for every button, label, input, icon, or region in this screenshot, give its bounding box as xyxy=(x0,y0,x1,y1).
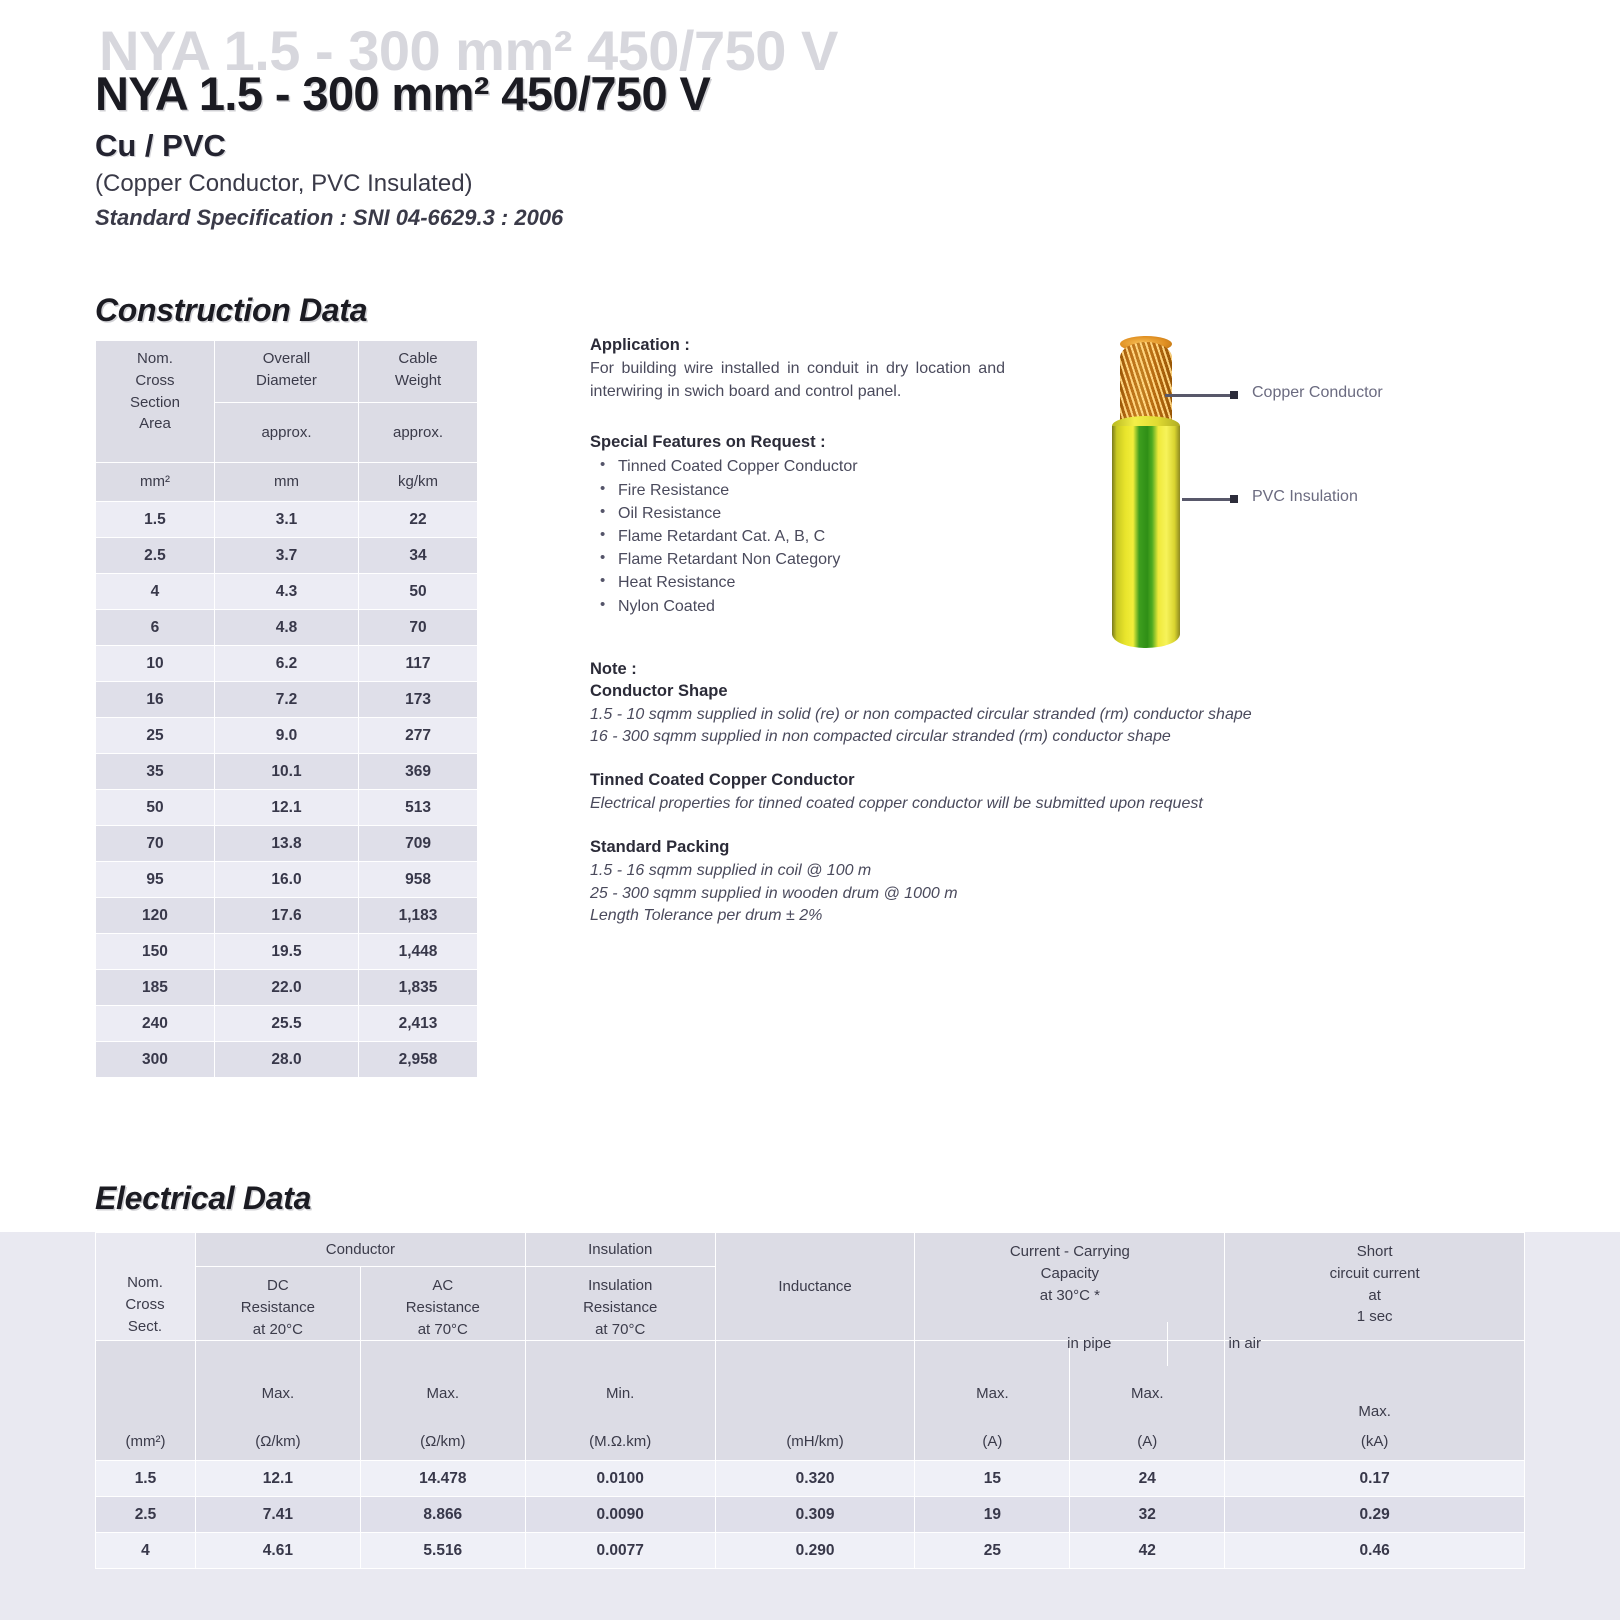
table-row xyxy=(96,934,478,970)
table-cell: 9.0 xyxy=(214,718,358,754)
packing-line-1: 1.5 - 16 sqmm supplied in coil @ 100 m xyxy=(590,861,872,879)
table-cell: 42 xyxy=(1070,1533,1225,1569)
table-cell: 0.29 xyxy=(1225,1497,1525,1533)
table-cell: 173 xyxy=(359,682,478,718)
table-row xyxy=(96,1461,1525,1497)
note-title: Note : xyxy=(590,659,637,678)
header-group-insulation: Insulation xyxy=(525,1233,715,1267)
table-cell: 24 xyxy=(1070,1461,1225,1497)
list-item: • Heat Resistance xyxy=(590,571,1310,594)
table-cell: 50 xyxy=(96,790,215,826)
table-row xyxy=(96,862,478,898)
standard-packing-block xyxy=(590,838,1310,928)
header-nom-cross-sect: DC Resistance at 20°C xyxy=(195,1267,360,1341)
table-cell: 0.0077 xyxy=(525,1533,715,1569)
section-heading-construction: Construction Data xyxy=(95,292,368,328)
header-group-current-carrying-capacity: Current - Carrying Capacity at 30°C * xyxy=(915,1233,1225,1341)
table-cell: 7.2 xyxy=(214,682,358,718)
table-cell: 1,448 xyxy=(359,934,478,970)
header-unit-short-circuit: Max. (kA) xyxy=(1225,1341,1525,1461)
table-row xyxy=(96,898,478,934)
table-cell: 25 xyxy=(96,718,215,754)
packing-line-2: 25 - 300 sqmm supplied in wooden drum @ 1000 m xyxy=(590,884,958,902)
pvc-insulation-body-icon xyxy=(1112,426,1180,648)
ghost-title-watermark: NYA 1.5 - 300 mm² 450/750 V xyxy=(99,19,838,82)
table-cell: 3.7 xyxy=(214,538,358,574)
table-row xyxy=(96,826,478,862)
table-cell: 240 xyxy=(96,1006,215,1042)
table-cell: 70 xyxy=(96,826,215,862)
table-cell: 70 xyxy=(359,610,478,646)
tinned-conductor-title: Tinned Coated Copper Conductor xyxy=(590,771,855,790)
table-cell: 2.5 xyxy=(96,538,215,574)
table-cell: 4 xyxy=(96,574,215,610)
table-cell: 3.1 xyxy=(214,502,358,538)
table-cell: 15 xyxy=(915,1461,1070,1497)
table-cell: 4.61 xyxy=(195,1533,360,1569)
header-in-air: in air xyxy=(1228,1335,1261,1352)
header-unit-nom: (mm²) xyxy=(96,1341,196,1461)
application-title: Application : xyxy=(590,336,690,354)
conductor-shape-line-2: 16 - 300 sqmm supplied in non compacted circular stranded (rm) conductor shape xyxy=(590,728,1171,746)
header-unit-dc-resistance: Max. (Ω/km) xyxy=(195,1341,360,1461)
table-cell: 16.0 xyxy=(214,862,358,898)
table-cell: 0.0100 xyxy=(525,1461,715,1497)
header-unit-current-in-pipe: Max. (A) xyxy=(915,1341,1070,1461)
construction-header-units-row xyxy=(96,463,478,502)
header-unit-inductance: (mH/km) xyxy=(715,1341,915,1461)
header-insulation-resistance: Insulation Resistance at 70°C xyxy=(525,1267,715,1341)
table-row xyxy=(96,1497,1525,1533)
table-cell: 369 xyxy=(359,754,478,790)
application-body: For building wire installed in conduit in dry location and interwiring in swich board and control panel. xyxy=(590,360,1005,400)
table-cell: 0.17 xyxy=(1225,1461,1525,1497)
table-cell: 35 xyxy=(96,754,215,790)
tinned-conductor-body: Electrical properties for tinned coated copper conductor will be submitted upon request xyxy=(590,795,1203,813)
table-cell: 12.1 xyxy=(214,790,358,826)
table-cell: 1,183 xyxy=(359,898,478,934)
table-cell: 32 xyxy=(1070,1497,1225,1533)
table-cell: 2,413 xyxy=(359,1006,478,1042)
construction-header-row-1 xyxy=(96,341,478,403)
leader-dot-conductor xyxy=(1230,391,1238,399)
table-cell: 277 xyxy=(359,718,478,754)
table-cell: 4.8 xyxy=(214,610,358,646)
table-cell: 34 xyxy=(359,538,478,574)
current-capacity-sublabels xyxy=(1012,1322,1322,1366)
table-row xyxy=(96,646,478,682)
header-unit-kgkm: kg/km xyxy=(359,463,478,502)
construction-table-body xyxy=(96,502,478,1078)
table-cell: 7.41 xyxy=(195,1497,360,1533)
cable-cross-section-diagram xyxy=(1060,330,1460,670)
table-cell: 513 xyxy=(359,790,478,826)
table-cell: 17.6 xyxy=(214,898,358,934)
table-cell: 1.5 xyxy=(96,502,215,538)
spacer xyxy=(590,749,1310,771)
table-row xyxy=(96,574,478,610)
leader-line-conductor xyxy=(1165,394,1235,397)
header-unit-insulation-resistance: Min. (M.Ω.km) xyxy=(525,1341,715,1461)
table-cell: 2,958 xyxy=(359,1042,478,1078)
table-cell: 28.0 xyxy=(214,1042,358,1078)
standard-specification: Standard Specification : SNI 04-6629.3 : 2006 xyxy=(95,205,564,230)
table-cell: 0.46 xyxy=(1225,1533,1525,1569)
table-cell: 0.290 xyxy=(715,1533,915,1569)
conductor-shape-line-1: 1.5 - 10 sqmm supplied in solid (re) or non compacted circular stranded (rm) conductor shape xyxy=(590,705,1252,723)
header-unit-current-in-air: Max. (A) xyxy=(1070,1341,1225,1461)
section-heading-electrical: Electrical Data xyxy=(95,1180,312,1216)
header-cable-weight: Cable Weight xyxy=(359,341,478,403)
electrical-data-table xyxy=(95,1232,1525,1569)
table-row xyxy=(96,970,478,1006)
table-cell: 120 xyxy=(96,898,215,934)
header-group-short-circuit-current: Short circuit current at 1 sec xyxy=(1225,1233,1525,1341)
table-cell: 13.8 xyxy=(214,826,358,862)
table-cell: 1.5 xyxy=(96,1461,196,1497)
label-copper-conductor: Copper Conductor xyxy=(1252,384,1383,401)
list-item: • Flame Retardant Non Category xyxy=(590,548,1310,571)
header-overall-diameter: Overall Diameter xyxy=(214,341,358,403)
label-pvc-insulation: PVC Insulation xyxy=(1252,488,1358,505)
table-cell: 19.5 xyxy=(214,934,358,970)
standard-packing-title: Standard Packing xyxy=(590,837,730,856)
header-nom-cross-section-area: Nom. Cross Section Area xyxy=(96,341,215,463)
table-cell: 0.309 xyxy=(715,1497,915,1533)
list-item: • Flame Retardant Cat. A, B, C xyxy=(590,525,1310,548)
table-row xyxy=(96,682,478,718)
table-row xyxy=(96,1533,1525,1569)
table-cell: 19 xyxy=(915,1497,1070,1533)
table-cell: 0.0090 xyxy=(525,1497,715,1533)
header-group-conductor: Conductor xyxy=(195,1233,525,1267)
header-unit-mm: mm xyxy=(214,463,358,502)
table-cell: 50 xyxy=(359,574,478,610)
leader-line-insulation xyxy=(1182,498,1235,501)
table-cell: 16 xyxy=(96,682,215,718)
list-item: • Nylon Coated xyxy=(590,595,1310,618)
table-cell: 10 xyxy=(96,646,215,682)
page-subtitle: Cu / PVC xyxy=(95,128,226,163)
table-cell: 4.3 xyxy=(214,574,358,610)
construction-table-head xyxy=(96,341,478,502)
header-unit-ac-resistance: Max. (Ω/km) xyxy=(360,1341,525,1461)
header-weight-approx: approx. xyxy=(359,403,478,463)
electrical-table-body xyxy=(96,1461,1525,1569)
table-cell: 150 xyxy=(96,934,215,970)
electrical-group-header-row xyxy=(96,1233,1525,1267)
table-row xyxy=(96,502,478,538)
table-cell: 185 xyxy=(96,970,215,1006)
table-cell: 12.1 xyxy=(195,1461,360,1497)
list-item: • Fire Resistance xyxy=(590,479,1310,502)
table-cell: 95 xyxy=(96,862,215,898)
table-row xyxy=(96,1042,478,1078)
conductor-shape-title: Conductor Shape xyxy=(590,681,728,700)
table-cell: 5.516 xyxy=(360,1533,525,1569)
table-cell: 8.866 xyxy=(360,1497,525,1533)
table-cell: 1,835 xyxy=(359,970,478,1006)
header-unit-mm2: mm² xyxy=(96,463,215,502)
packing-line-3: Length Tolerance per drum ± 2% xyxy=(590,907,823,925)
header-in-pipe: in pipe xyxy=(1012,1322,1168,1366)
table-cell: 25.5 xyxy=(214,1006,358,1042)
page-title: NYA 1.5 - 300 mm² 450/750 V xyxy=(95,67,711,120)
table-cell: 22 xyxy=(359,502,478,538)
table-cell: 25 xyxy=(915,1533,1070,1569)
table-row xyxy=(96,754,478,790)
table-cell: 10.1 xyxy=(214,754,358,790)
list-item: • Tinned Coated Copper Conductor xyxy=(590,455,1310,478)
page-description: (Copper Conductor, PVC Insulated) xyxy=(95,170,473,197)
table-cell: 2.5 xyxy=(96,1497,196,1533)
table-row xyxy=(96,538,478,574)
header-group-inductance: Inductance xyxy=(715,1233,915,1341)
table-row xyxy=(96,790,478,826)
leader-dot-insulation xyxy=(1230,495,1238,503)
header-ac-resistance: AC Resistance at 70°C xyxy=(360,1267,525,1341)
table-cell: 117 xyxy=(359,646,478,682)
table-cell: 6 xyxy=(96,610,215,646)
list-item: • Oil Resistance xyxy=(590,502,1310,525)
header-nom-cross-sect-label: Nom. Cross Sect. xyxy=(125,1274,165,1335)
table-row xyxy=(96,610,478,646)
table-cell: 300 xyxy=(96,1042,215,1078)
table-cell: 14.478 xyxy=(360,1461,525,1497)
table-cell: 709 xyxy=(359,826,478,862)
spacer xyxy=(590,816,1310,838)
table-cell: 6.2 xyxy=(214,646,358,682)
table-cell: 958 xyxy=(359,862,478,898)
table-cell: 4 xyxy=(96,1533,196,1569)
table-row xyxy=(96,1006,478,1042)
special-features-title: Special Features on Request : xyxy=(590,433,826,452)
table-row xyxy=(96,718,478,754)
construction-data-table xyxy=(95,340,478,1078)
table-cell: 0.320 xyxy=(715,1461,915,1497)
note-block xyxy=(590,660,1310,749)
header-diameter-approx: approx. xyxy=(214,403,358,463)
table-cell: 22.0 xyxy=(214,970,358,1006)
tinned-conductor-block xyxy=(590,771,1310,816)
